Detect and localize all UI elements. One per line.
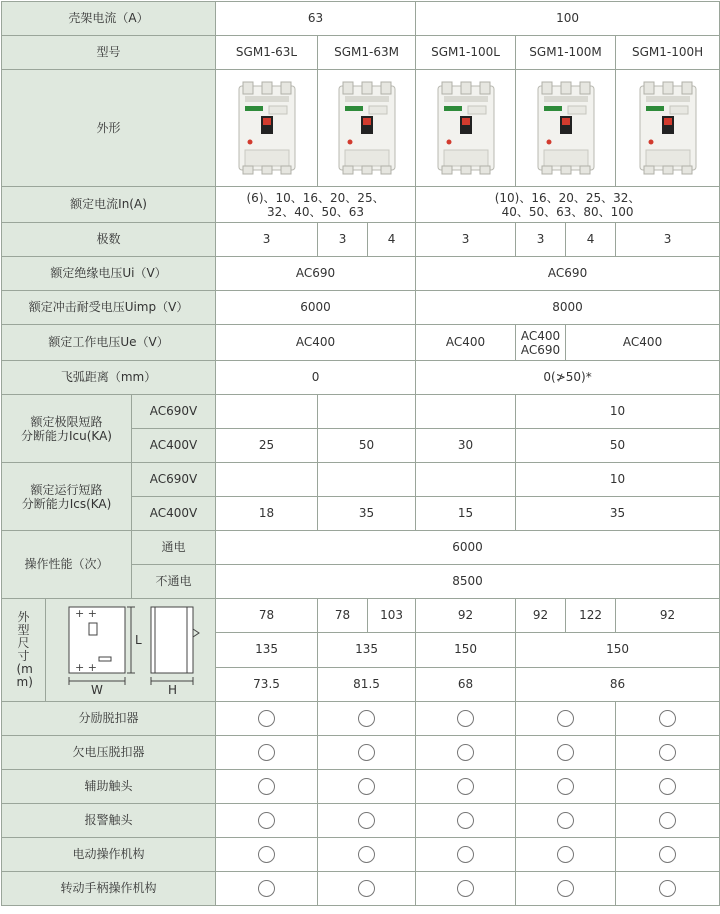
option-circle-icon <box>258 710 275 727</box>
option-circle-icon <box>659 778 676 795</box>
dimension-diagram <box>47 599 215 697</box>
accessory-option-100h <box>616 736 720 770</box>
icu-400-100m: 50 <box>516 429 720 463</box>
accessory-label: 辅助触头 <box>2 770 216 804</box>
working-voltage-100h: AC400 <box>566 325 720 361</box>
row-ics-690 <box>2 463 720 497</box>
accessory-option-100m <box>516 804 616 838</box>
row-accessory <box>2 736 720 770</box>
breaker-image <box>636 80 700 176</box>
model-63m: SGM1-63M <box>318 36 416 70</box>
accessory-option-63m <box>318 702 416 736</box>
accessory-option-100l <box>416 804 516 838</box>
rated-current-100-line1: (10)、16、20、25、32、 <box>494 190 641 205</box>
option-circle-icon <box>557 880 574 897</box>
working-voltage-100l: AC400 <box>416 325 516 361</box>
row-icu-690 <box>2 395 720 429</box>
breaker-image-63l <box>216 70 318 187</box>
option-circle-icon <box>457 812 474 829</box>
row-poles <box>2 223 720 257</box>
option-circle-icon <box>358 778 375 795</box>
accessory-label: 分励脱扣器 <box>2 702 216 736</box>
model-100m: SGM1-100M <box>516 36 616 70</box>
rated-current-100-line2: 40、50、63、80、100 <box>501 204 634 219</box>
accessory-option-100m <box>516 702 616 736</box>
row-dim-w <box>2 599 720 633</box>
icu-400-label: AC400V <box>132 429 216 463</box>
option-circle-icon <box>258 846 275 863</box>
dim-l-100mh: 150 <box>516 633 720 667</box>
insulation-voltage-63: AC690 <box>216 257 416 291</box>
breaker-image-100h <box>616 70 720 187</box>
dim-l-63l: 135 <box>216 633 318 667</box>
ops-off-value: 8500 <box>216 565 720 599</box>
accessory-label: 报警触头 <box>2 804 216 838</box>
breaker-image <box>235 80 299 176</box>
accessory-option-63l <box>216 736 318 770</box>
option-circle-icon <box>258 880 275 897</box>
accessory-option-100h <box>616 838 720 872</box>
accessory-option-63l <box>216 770 318 804</box>
model-label: 型号 <box>2 36 216 70</box>
poles-63m-4: 4 <box>368 223 416 257</box>
option-circle-icon <box>557 846 574 863</box>
row-model <box>2 36 720 70</box>
rated-current-63 <box>216 187 416 223</box>
accessory-label: 转动手柄操作机构 <box>2 872 216 906</box>
working-voltage-100m-line1: AC400 <box>520 328 561 343</box>
option-circle-icon <box>457 778 474 795</box>
option-circle-icon <box>557 710 574 727</box>
accessory-option-63l <box>216 702 318 736</box>
dim-h-63l: 73.5 <box>216 667 318 701</box>
icu-690-63l <box>216 395 318 429</box>
dim-l-100l: 150 <box>416 633 516 667</box>
option-circle-icon <box>457 880 474 897</box>
icu-400-63l: 25 <box>216 429 318 463</box>
ics-400-63l: 18 <box>216 497 318 531</box>
dims-diagram <box>46 599 216 702</box>
accessory-option-100l <box>416 872 516 906</box>
ics-400-100l: 15 <box>416 497 516 531</box>
breaker-image-63m <box>318 70 416 187</box>
ics-400-63m: 35 <box>318 497 416 531</box>
impulse-voltage-100: 8000 <box>416 291 720 325</box>
dim-w-100m-4: 122 <box>566 599 616 633</box>
svg-text:+ +: + + <box>74 607 97 620</box>
arc-distance-63: 0 <box>216 361 416 395</box>
breaker-image <box>335 80 399 176</box>
dim-w-63l: 78 <box>216 599 318 633</box>
ics-label-line2: 分断能力Ics(KA) <box>21 496 112 511</box>
ics-label-line1: 额定运行短路 <box>30 482 103 497</box>
option-circle-icon <box>457 744 474 761</box>
ics-label <box>2 463 132 531</box>
row-insulation-voltage <box>2 257 720 291</box>
row-arc-distance <box>2 361 720 395</box>
option-circle-icon <box>659 744 676 761</box>
accessory-option-100h <box>616 770 720 804</box>
model-100h: SGM1-100H <box>616 36 720 70</box>
accessory-option-100l <box>416 838 516 872</box>
ics-690-63m <box>318 463 416 497</box>
icu-690-63m <box>318 395 416 429</box>
frame-100: 100 <box>416 2 720 36</box>
frame-current-label: 壳架电流（A） <box>2 2 216 36</box>
appearance-label: 外形 <box>2 70 216 187</box>
row-accessory <box>2 804 720 838</box>
poles-label: 极数 <box>2 223 216 257</box>
frame-63: 63 <box>216 2 416 36</box>
rated-current-63-line1: (6)、10、16、20、25、 <box>246 190 385 205</box>
poles-63l: 3 <box>216 223 318 257</box>
row-impulse-voltage <box>2 291 720 325</box>
breaker-image-100l <box>416 70 516 187</box>
poles-100h: 3 <box>616 223 720 257</box>
dim-w-100h: 92 <box>616 599 720 633</box>
dims-label <box>2 599 46 702</box>
icu-690-100l <box>416 395 516 429</box>
ops-label: 操作性能（次） <box>2 531 132 599</box>
icu-label <box>2 395 132 463</box>
accessory-option-100l <box>416 736 516 770</box>
option-circle-icon <box>457 710 474 727</box>
accessory-option-100l <box>416 702 516 736</box>
accessory-option-63l <box>216 872 318 906</box>
icu-label-line1: 额定极限短路 <box>30 414 103 429</box>
svg-text:+ +: + + <box>74 661 97 674</box>
accessory-option-100l <box>416 770 516 804</box>
dim-h-63m: 81.5 <box>318 667 416 701</box>
arc-distance-label: 飞弧距离（mm） <box>2 361 216 395</box>
dims-label-text: 外型尺寸(mm) <box>16 610 33 689</box>
rated-current-100 <box>416 187 720 223</box>
arc-distance-100: 0(≯50)* <box>416 361 720 395</box>
option-circle-icon <box>358 710 375 727</box>
option-circle-icon <box>659 880 676 897</box>
ops-on-label: 通电 <box>132 531 216 565</box>
icu-690-100m: 10 <box>516 395 720 429</box>
icu-400-100l: 30 <box>416 429 516 463</box>
option-circle-icon <box>258 744 275 761</box>
breaker-image <box>434 80 498 176</box>
ics-690-100m: 10 <box>516 463 720 497</box>
accessory-option-100h <box>616 804 720 838</box>
rated-current-63-line2: 32、40、50、63 <box>266 204 365 219</box>
insulation-voltage-100: AC690 <box>416 257 720 291</box>
ics-690-100l <box>416 463 516 497</box>
row-accessory <box>2 838 720 872</box>
row-accessory <box>2 702 720 736</box>
row-rated-current <box>2 187 720 223</box>
option-circle-icon <box>557 744 574 761</box>
option-circle-icon <box>358 812 375 829</box>
insulation-voltage-label: 额定绝缘电压Ui（V） <box>2 257 216 291</box>
working-voltage-63: AC400 <box>216 325 416 361</box>
ops-on-value: 6000 <box>216 531 720 565</box>
accessory-label: 电动操作机构 <box>2 838 216 872</box>
option-circle-icon <box>358 846 375 863</box>
dim-w-63m-4: 103 <box>368 599 416 633</box>
accessory-option-63l <box>216 838 318 872</box>
working-voltage-100m-line2: AC690 <box>520 342 561 357</box>
diagram-l: L <box>134 633 142 647</box>
accessory-option-100m <box>516 770 616 804</box>
option-circle-icon <box>457 846 474 863</box>
working-voltage-label: 额定工作电压Ue（V） <box>2 325 216 361</box>
option-circle-icon <box>659 812 676 829</box>
accessory-option-100m <box>516 736 616 770</box>
spec-table <box>1 1 720 906</box>
poles-100l: 3 <box>416 223 516 257</box>
accessory-option-100m <box>516 838 616 872</box>
impulse-voltage-label: 额定冲击耐受电压Uimp（V） <box>2 291 216 325</box>
dim-w-100l: 92 <box>416 599 516 633</box>
icu-400-63m: 50 <box>318 429 416 463</box>
poles-100m-3: 3 <box>516 223 566 257</box>
accessory-label: 欠电压脱扣器 <box>2 736 216 770</box>
option-circle-icon <box>557 778 574 795</box>
diagram-h: H <box>167 683 177 697</box>
accessory-option-63m <box>318 804 416 838</box>
accessory-option-63m <box>318 770 416 804</box>
working-voltage-100m-4p <box>516 325 566 361</box>
row-working-voltage <box>2 325 720 361</box>
model-100l: SGM1-100L <box>416 36 516 70</box>
ics-400-100m: 35 <box>516 497 720 531</box>
poles-100m-4: 4 <box>566 223 616 257</box>
row-accessory <box>2 770 720 804</box>
accessory-option-63m <box>318 736 416 770</box>
icu-690-label: AC690V <box>132 395 216 429</box>
icu-label-line2: 分断能力Icu(KA) <box>21 428 112 443</box>
accessory-option-100h <box>616 872 720 906</box>
ops-off-label: 不通电 <box>132 565 216 599</box>
accessory-option-63l <box>216 804 318 838</box>
row-accessory <box>2 872 720 906</box>
option-circle-icon <box>358 744 375 761</box>
accessory-option-63m <box>318 838 416 872</box>
model-63l: SGM1-63L <box>216 36 318 70</box>
dim-w-100m-3: 92 <box>516 599 566 633</box>
ics-400-label: AC400V <box>132 497 216 531</box>
ics-690-label: AC690V <box>132 463 216 497</box>
dim-l-63m: 135 <box>318 633 416 667</box>
poles-63m-3: 3 <box>318 223 368 257</box>
rated-current-label: 额定电流In(A) <box>2 187 216 223</box>
dim-h-100mh: 86 <box>516 667 720 701</box>
breaker-image-100m <box>516 70 616 187</box>
row-frame-current <box>2 2 720 36</box>
dim-h-100l: 68 <box>416 667 516 701</box>
accessory-option-100h <box>616 702 720 736</box>
accessory-option-100m <box>516 872 616 906</box>
accessory-option-63m <box>318 872 416 906</box>
option-circle-icon <box>358 880 375 897</box>
row-appearance <box>2 70 720 187</box>
dim-w-63m-3: 78 <box>318 599 368 633</box>
option-circle-icon <box>659 846 676 863</box>
option-circle-icon <box>258 778 275 795</box>
diagram-w: W <box>90 683 103 697</box>
row-ops-on <box>2 531 720 565</box>
ics-690-63l <box>216 463 318 497</box>
option-circle-icon <box>258 812 275 829</box>
option-circle-icon <box>659 710 676 727</box>
impulse-voltage-63: 6000 <box>216 291 416 325</box>
breaker-image <box>534 80 598 176</box>
option-circle-icon <box>557 812 574 829</box>
